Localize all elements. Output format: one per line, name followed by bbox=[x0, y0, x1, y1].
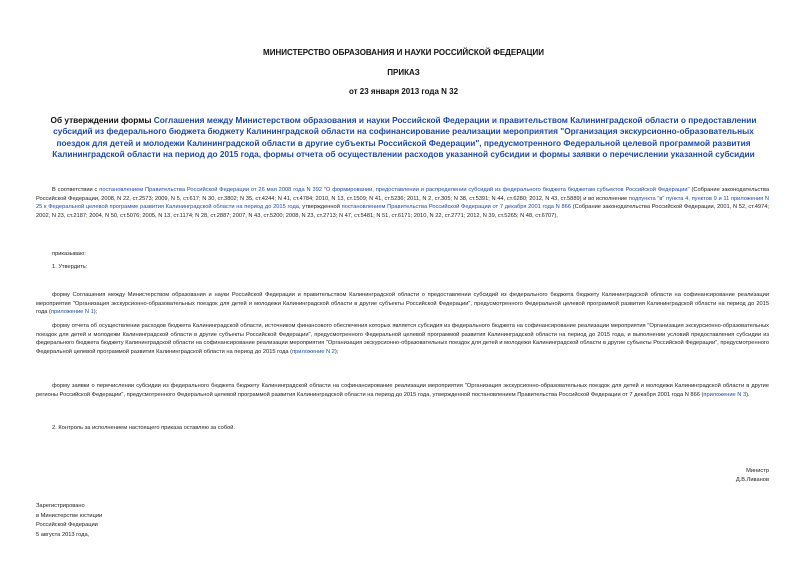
intro-paragraph bbox=[36, 186, 769, 220]
form-1-end: ); bbox=[93, 309, 98, 315]
registration-line-4: 5 августа 2013 года, bbox=[36, 532, 90, 538]
link-prilozhenie-3[interactable]: приложение N 3 bbox=[703, 391, 747, 398]
signature-title: Министр bbox=[746, 468, 769, 474]
item-2: 2. Контроль за исполнением настоящего приказа оставляю за собой. bbox=[52, 425, 236, 431]
signature-name: Д.В.Ливанов bbox=[735, 477, 769, 483]
intro-text-3: , утвержденной bbox=[298, 204, 342, 210]
document-title bbox=[36, 115, 771, 160]
form-2-paragraph bbox=[36, 322, 769, 356]
link-postanovlenie-392[interactable]: постановлением Правительства Российской Федерации от 26 мая 2008 года N 392 "О формировании, предоставлении и распределении субсидий из федерального бюджета бюджетам субъектов Российской Федерации" bbox=[99, 187, 690, 193]
form-3-paragraph bbox=[36, 382, 769, 399]
registration-line-1: Зарегистрировано bbox=[36, 503, 85, 509]
form-3-end: ). bbox=[746, 391, 750, 398]
link-prilozhenie-1[interactable]: приложение N 1 bbox=[50, 309, 94, 315]
form-1-text: форму Соглашения между Министерством образования и науки Российской Федерации и правительством Калининградской области о предоставлении субсидий из федерального бюджета бюджету Калининградской области на софинансирование реализации мероприятия "Организация экскурсионно-образовательных поездок для детей и молодежи Калининградской области в другие субъекты Российской Федерации", предусмотренного Федеральной целевой программой развития Калининградской области на период до 2015 года ( bbox=[36, 292, 769, 315]
doc-date: от 23 января 2013 года N 32 bbox=[348, 87, 459, 96]
link-postanovlenie-866[interactable]: постановлением Правительства Российской Федерации от 7 декабря 2001 года N 866 bbox=[341, 204, 571, 210]
intro-text-4: (Собрание законодательства Российской Федерации, 2001, N 52, ст.4974; 2002, N 23, ст.2187; 2004, N 50, ст.5076; 2005, N 13, ст.1174; N 28, ст.2887; 2007, N 43, ст.5200; 2008, N 23, ст.2713; N 47, ст.5481; N 51, ст.6171; 2010, N 22, ст.2771; 2012, N 39, ст.5265; N 48, ст.6707), bbox=[36, 204, 770, 219]
form-3-text: форму заявки о перечислении субсидии из федерального бюджета бюджету Калининградской области на софинансирование реализации мероприятия "Организация экскурсионно-образовательных поездок для детей и молодежи Калининградской области в другие регионы Российской Федерации", предусмотренного Федеральной целевой программой развития Калининградской области на период до 2015 года, утвержденной постановлением Правительства Российской Федерации от 7 декабря 2001 года N 866 ( bbox=[36, 383, 769, 398]
link-prilozhenie-25[interactable]: подпункта "в" пункта 4, пунктов 9 и 11 приложения N 25 к Федеральной целевой программе развития Калининградской области на период до 2015 года bbox=[36, 195, 770, 210]
form-2-text: форму отчета об осуществлении расходов бюджета Калининградской области, источником финансового обеспечения которых является субсидия из федерального бюджета на софинансирование реализации мероприятия "Организация экскурсионно-образовательных поездок для детей и молодежи Калининградской области в другие субъекты Российской Федерации", предусмотренного Федеральной целевой программой развития Калининградской области на период до 2015 года, и выполнении условий предоставления субсидии из федерального бюджета бюджету Калининградской области на софинансирование реализации мероприятия "Организация экскурсионно-образовательных поездок для детей и молодежи Калининградской области в другие субъекты Российской Федерации", предусмотренного Федеральной целевой программой развития Калининградской области на период до 2015 года ( bbox=[36, 323, 769, 355]
doc-type-heading: ПРИКАЗ bbox=[387, 68, 420, 77]
item-1: 1. Утвердить: bbox=[52, 264, 88, 270]
title-link[interactable]: Соглашения между Министерством образования и науки Российской Федерации и правительством Калининградской области о предоставлении субсидий из федерального бюджета бюджету Калининградской области на софинансирование реализации мероприятия "Организация экскурсионно-образовательных поездок для детей и молодежи Калининградской области в другие субъекты Российской Федерации", предусмотренного Федеральной целевой программой развития Калининградской области на период до 2015 года, формы отчета об осуществлении расходов указанной субсидии и формы заявки о перечислении указанной субсидии bbox=[52, 115, 757, 159]
ministry-heading: МИНИСТЕРСТВО ОБРАЗОВАНИЯ И НАУКИ РОССИЙСКОЙ ФЕДЕРАЦИИ bbox=[263, 48, 544, 57]
form-1-paragraph bbox=[36, 291, 769, 317]
title-prefix: Об утверждении формы bbox=[50, 115, 154, 125]
registration-line-3: Российской Федерации bbox=[36, 522, 98, 528]
link-prilozhenie-2[interactable]: приложение N 2 bbox=[292, 348, 335, 355]
form-2-end: ); bbox=[334, 348, 339, 355]
order-word: приказываю: bbox=[52, 251, 86, 257]
registration-line-2: в Министерстве юстиции bbox=[36, 513, 103, 519]
intro-text-1: В соответствии с bbox=[52, 187, 100, 193]
intro-text-2: (Собрание законодательства Российской Федерации, 2008, N 22, ст.2573; 2009, N 5, ст.617; N 30, ст.3802; N 35, ст.4244; N 41, ст.4784; 2010, N 13, ст.1509; N 41, ст.5236; 2011, N 2, ст.305; N 38, ст.5391; N 44, ст.6280; 2012, N 43, ст.5889) и во исполнение bbox=[36, 187, 769, 202]
